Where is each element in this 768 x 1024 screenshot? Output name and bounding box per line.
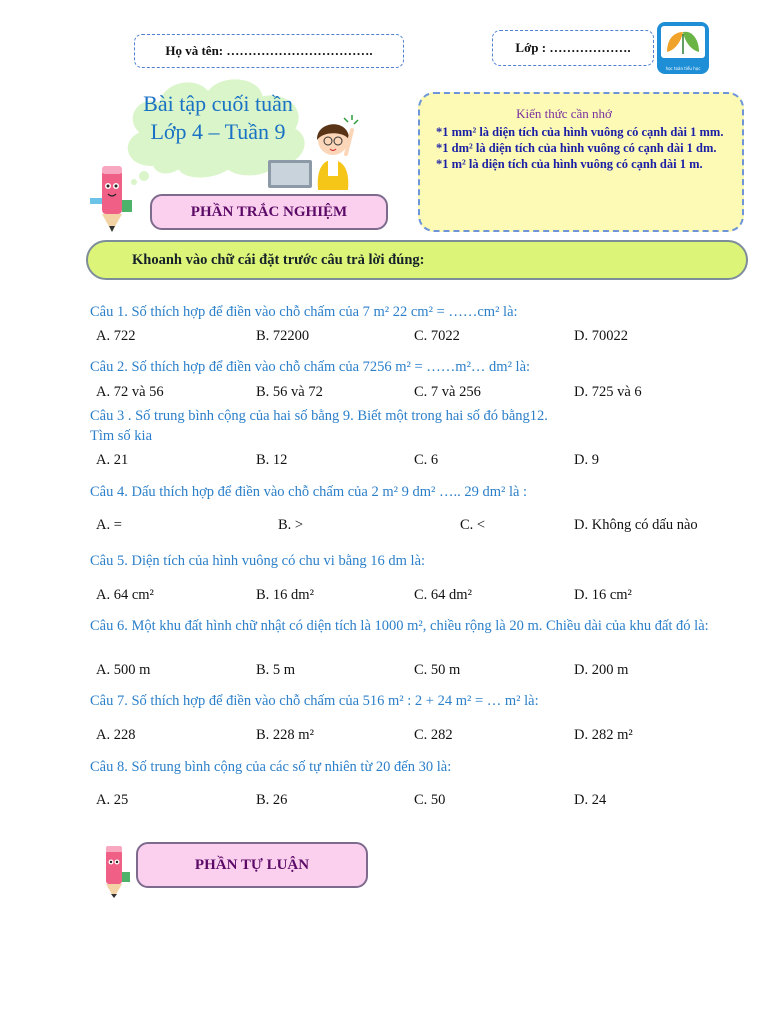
option-a[interactable]: A. 228 <box>96 727 136 743</box>
option-d[interactable]: D. 9 <box>574 452 599 468</box>
question-3 <box>90 406 750 446</box>
option-d[interactable]: D. 16 cm² <box>574 587 632 603</box>
question-7: Câu 7. Số thích hợp để điền vào chỗ chấm của 516 m² : 2 + 24 m² = … m² là: <box>90 693 539 709</box>
option-b[interactable]: B. 228 m² <box>256 727 314 743</box>
option-c[interactable]: C. 64 dm² <box>414 587 472 603</box>
option-d[interactable]: D. Không có dấu nào <box>574 517 698 533</box>
question-4: Câu 4. Dấu thích hợp để điền vào chỗ chấm của 2 m² 9 dm² ….. 29 dm² là : <box>90 484 528 500</box>
question-3-line-1: Câu 3 . Số trung bình cộng của hai số bằng 9. Biết một trong hai số đó bằng12. <box>90 408 548 424</box>
option-c[interactable]: C. < <box>460 517 486 533</box>
option-a[interactable]: A. 500 m <box>96 662 151 678</box>
knowledge-line: *1 dm² là diện tích của hình vuông có cạnh dài 1 dm. <box>436 141 717 155</box>
option-b[interactable]: B. 16 dm² <box>256 587 314 603</box>
option-a[interactable]: A. 25 <box>96 792 129 808</box>
teacher-illustration <box>264 110 360 190</box>
knowledge-line: *1 mm² là diện tích của hình vuông có cạnh dài 1 mm. <box>436 125 724 139</box>
option-d[interactable]: D. 24 <box>574 792 607 808</box>
option-a[interactable]: A. = <box>96 517 122 533</box>
option-d[interactable]: D. 725 và 6 <box>574 384 642 400</box>
question-5: Câu 5. Diện tích của hình vuông có chu vi bằng 16 dm là: <box>90 553 426 569</box>
logo-caption: học toán tiểu học <box>665 66 701 71</box>
option-c[interactable]: C. 7022 <box>414 328 460 344</box>
section-title: PHẦN TỰ LUẬN <box>194 856 310 873</box>
class-field <box>492 30 654 66</box>
options-row <box>0 384 768 404</box>
option-b[interactable]: B. 5 m <box>256 662 296 678</box>
options-row <box>0 792 768 812</box>
option-c[interactable]: C. 50 m <box>414 662 461 678</box>
options-row <box>0 328 768 348</box>
student-name-field <box>134 34 404 68</box>
question-1: Câu 1. Số thích hợp để điền vào chỗ chấm của 7 m² 22 cm² = ……cm² là: <box>90 304 518 320</box>
title-line-1: Bài tập cuối tuần <box>143 91 293 116</box>
knowledge-title: Kiến thức cần nhớ <box>516 106 612 121</box>
essay-section-header <box>136 842 368 888</box>
instruction-text: Khoanh vào chữ cái đặt trước câu trả lời đúng: <box>132 251 425 268</box>
option-b[interactable]: B. 56 và 72 <box>256 384 323 400</box>
section-title: PHẦN TRẮC NGHIỆM <box>190 203 348 220</box>
option-a[interactable]: A. 722 <box>96 328 136 344</box>
knowledge-line: *1 m² là diện tích của hình vuông có cạnh dài 1 m. <box>436 157 703 171</box>
pencil-mascot-icon <box>88 160 138 236</box>
option-b[interactable]: B. 72200 <box>256 328 310 344</box>
option-c[interactable]: C. 6 <box>414 452 439 468</box>
option-a[interactable]: A. 72 và 56 <box>96 384 164 400</box>
knowledge-box <box>418 92 744 232</box>
options-row <box>0 662 768 682</box>
option-a[interactable]: A. 21 <box>96 452 129 468</box>
option-b[interactable]: B. 26 <box>256 792 288 808</box>
option-d[interactable]: D. 200 m <box>574 662 629 678</box>
student-name-label: Họ và tên: ……………………………. <box>165 43 373 58</box>
option-d[interactable]: D. 70022 <box>574 328 628 344</box>
instruction-banner <box>86 240 748 280</box>
options-row <box>0 727 768 747</box>
option-d[interactable]: D. 282 m² <box>574 727 633 743</box>
question-6: Câu 6. Một khu đất hình chữ nhật có diện tích là 1000 m², chiều rộng là 20 m. Chiều dài của khu đất đó là: <box>90 618 709 634</box>
question-3-line-2: Tìm số kia <box>90 428 153 444</box>
question-8: Câu 8. Số trung bình cộng của các số tự nhiên từ 20 đến 30 là: <box>90 759 452 775</box>
multiple-choice-section-header <box>150 194 388 230</box>
option-a[interactable]: A. 64 cm² <box>96 587 154 603</box>
option-b[interactable]: B. 12 <box>256 452 288 468</box>
question-2: Câu 2. Số thích hợp để điền vào chỗ chấm của 7256 m² = ……m²… dm² là: <box>90 359 531 375</box>
option-c[interactable]: C. 7 và 256 <box>414 384 481 400</box>
options-row <box>0 517 768 537</box>
pencil-mascot-icon <box>96 844 136 900</box>
options-row <box>0 452 768 472</box>
leaf-logo-icon <box>657 22 709 62</box>
option-c[interactable]: C. 282 <box>414 727 453 743</box>
option-c[interactable]: C. 50 <box>414 792 446 808</box>
class-label: Lớp : ………………. <box>515 40 631 55</box>
publisher-logo <box>657 22 709 74</box>
options-row <box>0 587 768 607</box>
title-line-2: Lớp 4 – Tuần 9 <box>150 119 286 144</box>
option-b[interactable]: B. > <box>278 517 304 533</box>
